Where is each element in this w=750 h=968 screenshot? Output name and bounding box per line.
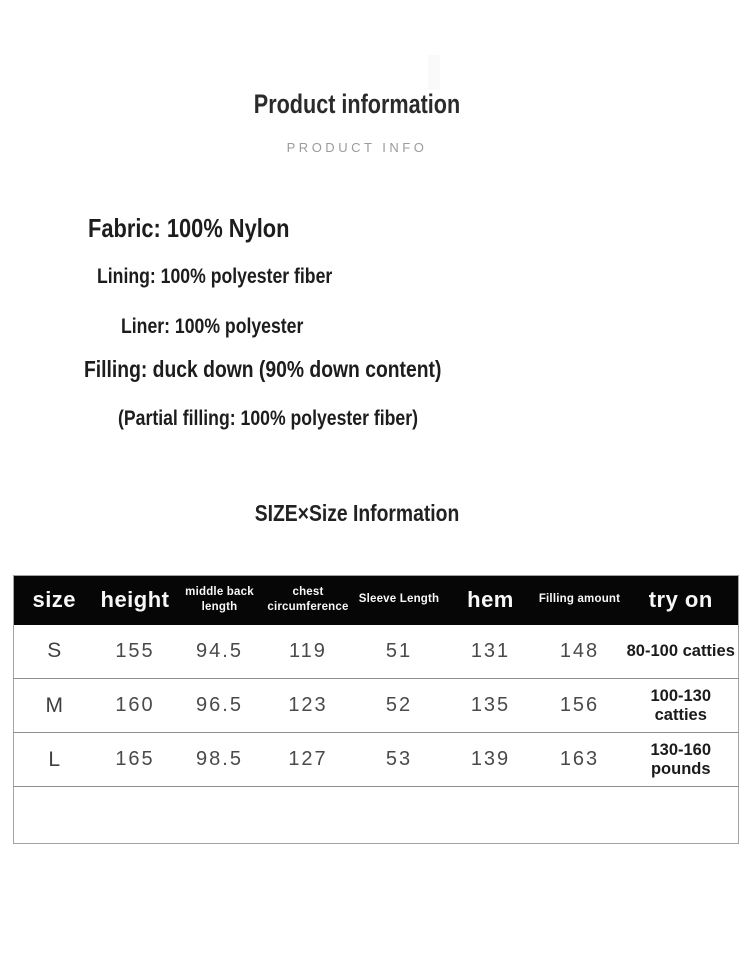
size-row-S — [14, 625, 739, 679]
cell-try-on: 130-160 pounds — [650, 740, 712, 778]
fabric-line-fabric: Fabric: 100% Nylon — [88, 213, 290, 243]
cell-height: 155 — [115, 639, 155, 662]
size-section-heading: SIZE×Size Information — [254, 500, 460, 526]
size-table — [13, 575, 739, 844]
size-table-body — [14, 625, 739, 844]
column-header-middle-back-length: middle back length — [185, 585, 254, 614]
column-header-height: height — [100, 587, 170, 613]
cell-size: L — [48, 747, 61, 771]
cell-try-on: 80-100 catties — [626, 641, 735, 660]
cell-sleeve-length: 53 — [385, 748, 413, 770]
cell-size: S — [47, 639, 62, 663]
cell-hem: 131 — [470, 639, 511, 662]
cell-hem — [446, 787, 536, 844]
cell-size — [14, 787, 95, 844]
cell-hem: 135 — [470, 694, 511, 716]
cell-size: M — [45, 693, 63, 717]
cell-height — [95, 787, 176, 844]
cell-chest-circumference: 119 — [289, 639, 327, 662]
cell-try-on — [624, 787, 739, 844]
faint-artifact — [428, 55, 440, 90]
cell-filling-amount: 163 — [559, 748, 600, 770]
cell-chest-circumference — [264, 787, 353, 844]
cell-hem: 139 — [470, 748, 511, 770]
cell-middle-back-length — [176, 787, 264, 844]
cell-sleeve-length: 51 — [385, 639, 413, 662]
column-header-try-on: try on — [648, 587, 713, 613]
size-row-M — [14, 679, 739, 733]
column-header-hem: hem — [467, 587, 514, 613]
page-title: Product information — [253, 89, 461, 119]
page-subtitle: PRODUCT INFO — [286, 140, 428, 155]
size-table-header-row — [14, 576, 739, 625]
fabric-line-filling: Filling: duck down (90% down content) — [84, 356, 442, 382]
cell-filling-amount — [536, 787, 624, 844]
fabric-line-lining: Lining: 100% polyester fiber — [97, 265, 333, 288]
cell-chest-circumference: 123 — [288, 694, 328, 716]
cell-filling-amount: 148 — [559, 639, 600, 662]
cell-sleeve-length: 52 — [385, 694, 413, 716]
column-header-size: size — [32, 587, 77, 613]
cell-filling-amount: 156 — [559, 694, 600, 716]
cell-height: 165 — [115, 748, 155, 770]
size-row-empty — [14, 787, 739, 844]
size-row-L — [14, 733, 739, 787]
column-header-chest-circumference: chest circumference — [267, 585, 349, 614]
cell-try-on: 100-130 catties — [650, 686, 712, 724]
cell-height: 160 — [115, 694, 155, 716]
cell-middle-back-length: 98.5 — [196, 748, 243, 770]
fabric-line-liner: Liner: 100% polyester — [121, 315, 304, 338]
cell-sleeve-length — [353, 787, 446, 844]
cell-middle-back-length: 96.5 — [196, 694, 243, 716]
column-header-sleeve-length: Sleeve Length — [358, 593, 440, 606]
column-header-filling-amount: Filling amount — [538, 593, 621, 606]
cell-chest-circumference: 127 — [288, 748, 328, 770]
cell-middle-back-length: 94.5 — [196, 639, 243, 662]
fabric-line-partial-filling: (Partial filling: 100% polyester fiber) — [118, 407, 418, 430]
